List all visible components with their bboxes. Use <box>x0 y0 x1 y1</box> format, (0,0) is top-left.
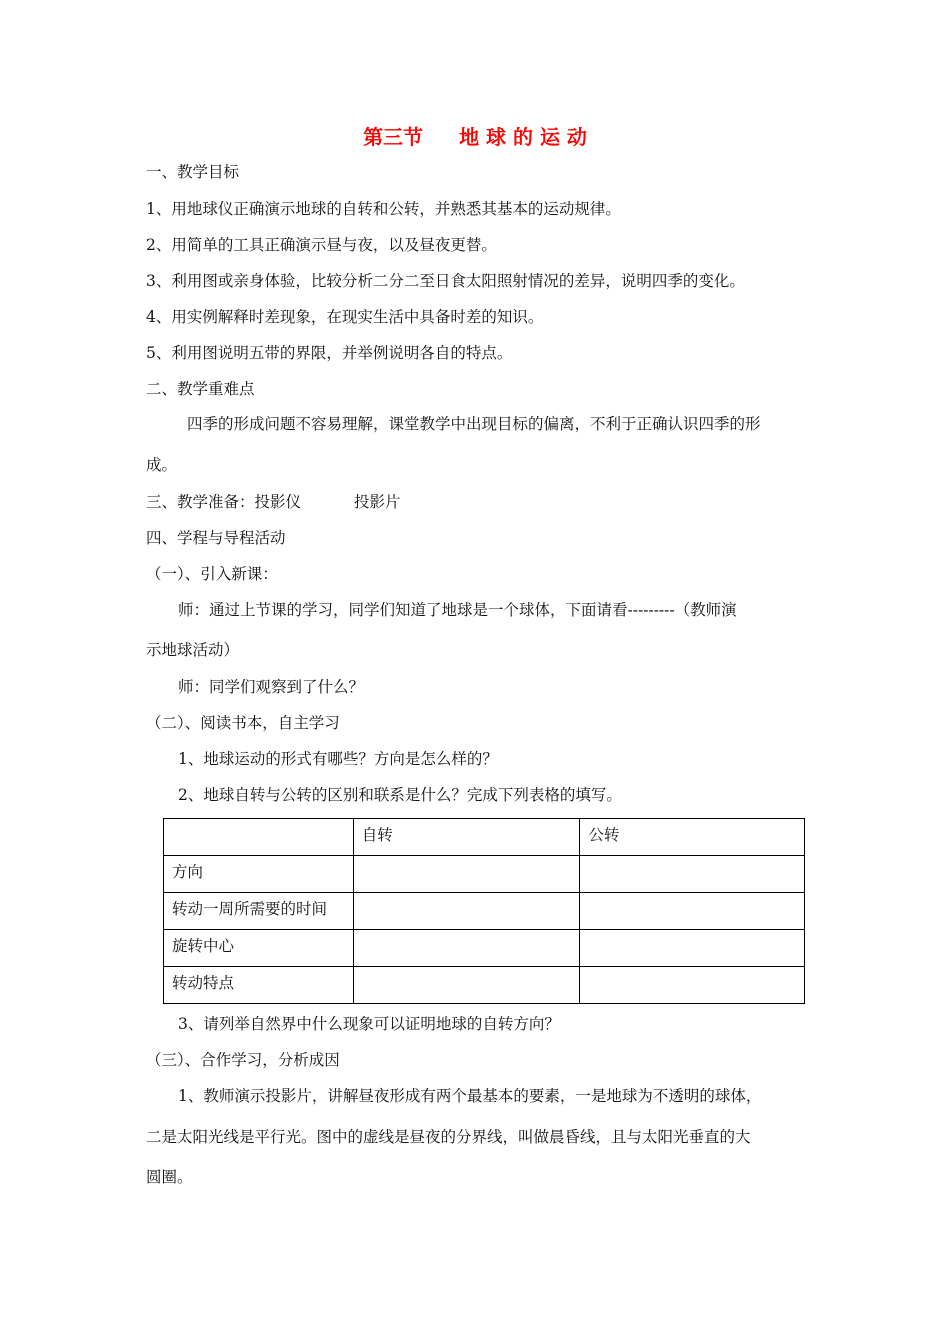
heading-activities: 四、学程与导程活动 <box>146 529 286 547</box>
table-header-cell: 自转 <box>353 819 580 856</box>
subheading-intro: （一）、引入新课： <box>146 565 278 583</box>
question-item: 1、地球运动的形式有哪些？方向是怎么样的？ <box>178 750 498 768</box>
table-row <box>164 967 805 1004</box>
teacher-line: 师：通过上节课的学习，同学们知道了地球是一个球体，下面请看---------（教师演 <box>178 601 737 619</box>
table-row <box>164 930 805 967</box>
heading-teaching-goals: 一、教学目标 <box>146 163 240 181</box>
question-item: 3、请列举自然界中什么现象可以证明地球的自转方向？ <box>178 1015 560 1033</box>
subheading-self-study: （二）、阅读书本，自主学习 <box>146 714 340 732</box>
table-cell[interactable] <box>580 856 805 893</box>
question-item: 2、地球自转与公转的区别和联系是什么？完成下列表格的填写。 <box>178 786 622 804</box>
body-paragraph: 1、教师演示投影片，讲解昼夜形成有两个最基本的要素，一是地球为不透明的球体， <box>178 1087 762 1105</box>
table-row-label: 旋转中心 <box>164 930 354 967</box>
table-cell[interactable] <box>353 856 580 893</box>
body-paragraph-continued: 二是太阳光线是平行光。图中的虚线是昼夜的分界线，叫做晨昏线，且与太阳光垂直的大 <box>146 1128 751 1146</box>
table-cell[interactable] <box>353 893 580 930</box>
subheading-cooperative: （三）、合作学习，分析成因 <box>146 1051 340 1069</box>
goal-item: 4、用实例解释时差现象，在现实生活中具备时差的知识。 <box>146 308 544 326</box>
table-row-label: 方向 <box>164 856 354 893</box>
table-cell[interactable] <box>353 967 580 1004</box>
title-topic: 地 球 的 运 动 <box>459 125 587 149</box>
key-points-paragraph: 四季的形成问题不容易理解，课堂教学中出现目标的偏离，不利于正确认识四季的形 <box>187 415 761 433</box>
preparation-item: 投影片 <box>354 493 401 511</box>
table-row-label: 转动特点 <box>164 967 354 1004</box>
goal-item: 1、用地球仪正确演示地球的自转和公转，并熟悉其基本的运动规律。 <box>146 200 621 218</box>
heading-preparation: 三、教学准备：投影仪 <box>146 493 302 511</box>
table-row <box>164 893 805 930</box>
page-title <box>0 124 950 150</box>
title-section-number: 第三节 <box>363 125 424 149</box>
table-header-cell <box>164 819 354 856</box>
goal-item: 3、利用图或亲身体验，比较分析二分二至日食太阳照射情况的差异，说明四季的变化。 <box>146 272 745 290</box>
body-paragraph-end: 圆圈。 <box>146 1168 193 1186</box>
teacher-line: 师：同学们观察到了什么？ <box>178 678 365 696</box>
heading-key-points: 二、教学重难点 <box>146 380 255 398</box>
goal-item: 2、用简单的工具正确演示昼与夜，以及昼夜更替。 <box>146 236 497 254</box>
goal-item: 5、利用图说明五带的界限，并举例说明各自的特点。 <box>146 344 513 362</box>
rotation-revolution-table <box>163 818 805 1004</box>
table-cell[interactable] <box>580 893 805 930</box>
table-header-row <box>164 819 805 856</box>
table-cell[interactable] <box>580 930 805 967</box>
key-points-paragraph-end: 成。 <box>146 456 178 474</box>
table-row-label: 转动一周所需要的时间 <box>164 893 354 930</box>
table-row <box>164 856 805 893</box>
table-cell[interactable] <box>353 930 580 967</box>
table-header-cell: 公转 <box>580 819 805 856</box>
table-cell[interactable] <box>580 967 805 1004</box>
teacher-line-continued: 示地球活动） <box>146 641 240 659</box>
